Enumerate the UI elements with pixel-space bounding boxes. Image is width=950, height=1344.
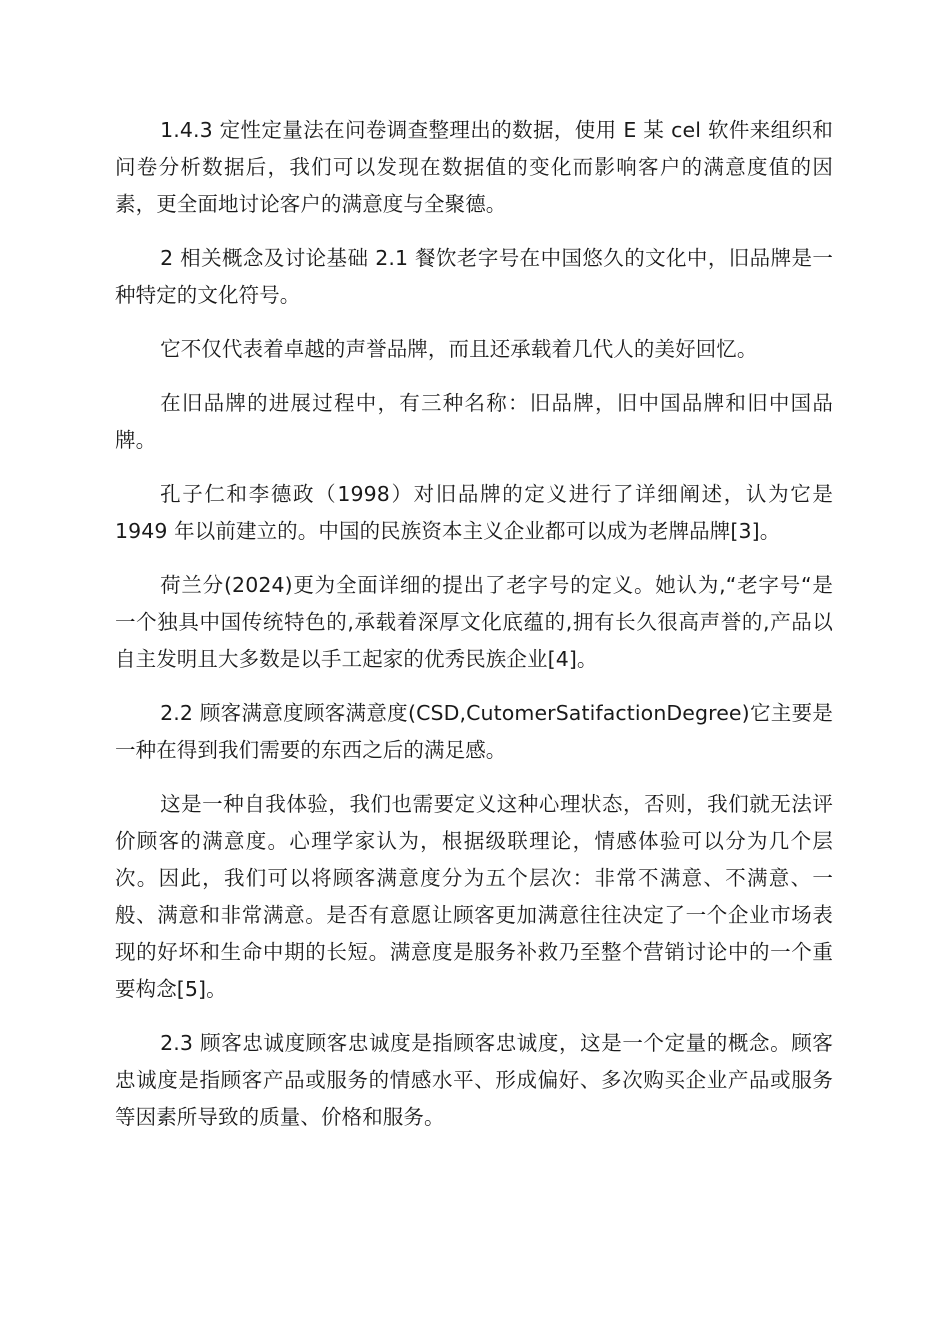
paragraph-reputation: 它不仅代表着卓越的声誉品牌，而且还承载着几代人的美好回忆。	[160, 337, 758, 361]
paragraph-2-3-heading: 2.3 顾客忠诚度顾客忠诚度是指顾客忠诚度，这是一个定量的概念。顾客忠诚度是指顾客产品或服务的情感水平、形成偏好、多次购买企业产品或服务等因素所导致的质量、价格和服务。	[115, 1031, 833, 1129]
paragraph-2-1-heading: 2 相关概念及讨论基础 2.1 餐饮老字号在中国悠久的文化中，旧品牌是一种特定的文化符号。	[115, 246, 833, 307]
paragraph-satisfaction-levels: 这是一种自我体验，我们也需要定义这种心理状态，否则，我们就无法评价顾客的满意度。心理学家认为，根据级联理论，情感体验可以分为几个层次。因此，我们可以将顾客满意度分为五个层次：非常不满意、不满意、一般、满意和非常满意。是否有意愿让顾客更加满意往往决定了一个企业市场表现的好坏和生命中期的长短。满意度是服务补救乃至整个营销讨论中的一个重要构念[5]。	[115, 792, 833, 1001]
paragraph-definition-2024: 荷兰分(2024)更为全面详细的提出了老字号的定义。她认为,“老字号“是一个独具中国传统特色的,承载着深厚文化底蕴的,拥有长久很高声誉的,产品以自主发明且大多数是以手工起家的优秀民族企业[4]。	[115, 573, 833, 671]
paragraph-definition-1998: 孔子仁和李德政（1998）对旧品牌的定义进行了详细阐述，认为它是 1949 年以前建立的。中国的民族资本主义企业都可以成为老牌品牌[3]。	[115, 482, 833, 543]
paragraph-1-4-3: 1.4.3 定性定量法在问卷调查整理出的数据，使用 E 某 cel 软件来组织和问卷分析数据后，我们可以发现在数据值的变化而影响客户的满意度值的因素，更全面地讨论客户的满意度与全聚德。	[115, 118, 833, 216]
paragraph-brand-names: 在旧品牌的进展过程中，有三种名称：旧品牌，旧中国品牌和旧中国品牌。	[115, 391, 833, 452]
paragraph-2-2-heading: 2.2 顾客满意度顾客满意度(CSD,CutomerSatifactionDegree)它主要是一种在得到我们需要的东西之后的满足感。	[115, 701, 833, 762]
document-body	[115, 112, 833, 1153]
